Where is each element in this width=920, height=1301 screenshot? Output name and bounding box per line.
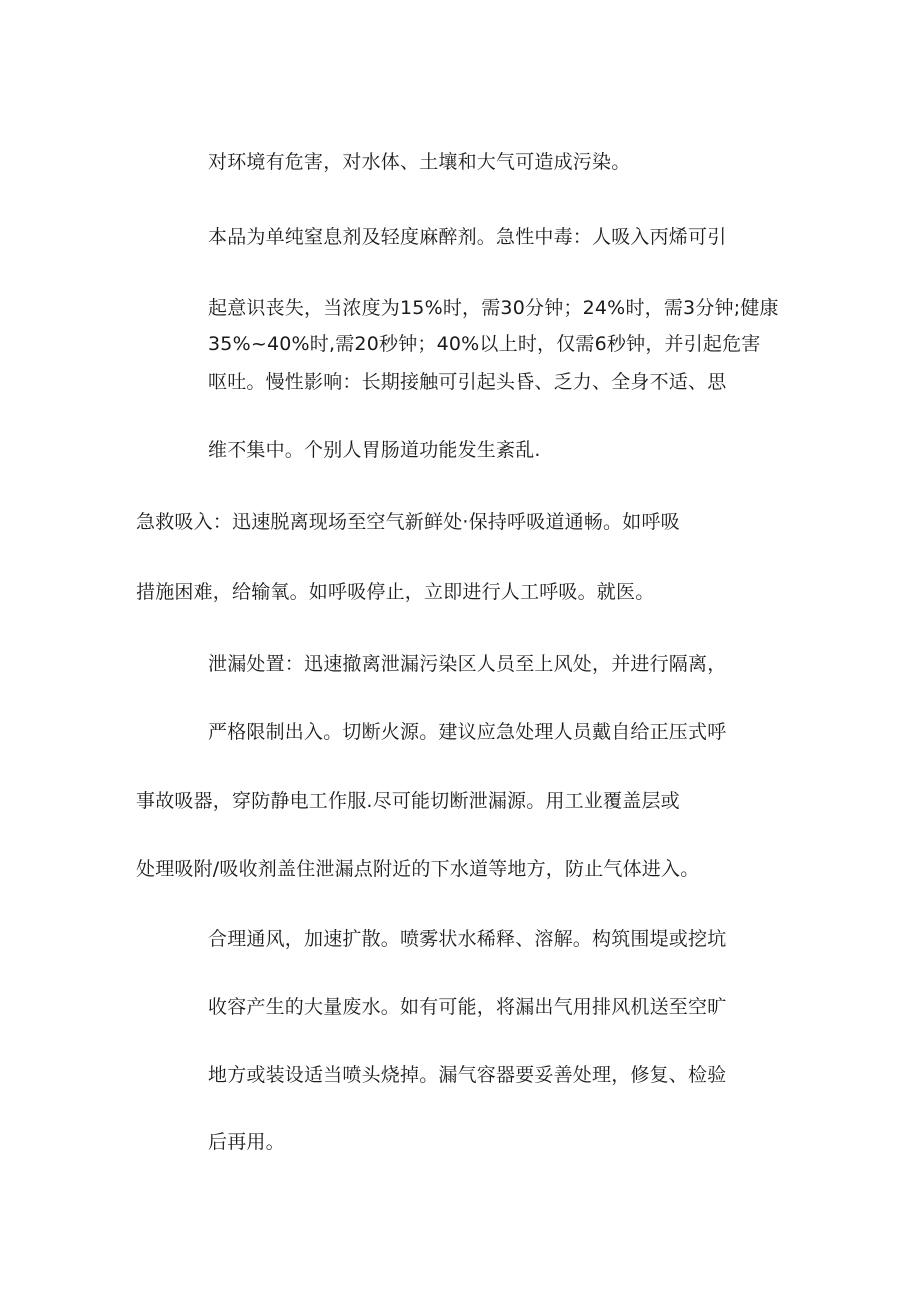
text-line: 合理通风，加速扩散。喷雾状水稀释、溶解。构筑围堤或挖坑 xyxy=(208,928,727,950)
text-line: 收容产生的大量废水。如有可能，将漏出气用排风机送至空旷 xyxy=(208,996,727,1018)
text-line: 起意识丧失，当浓度为15%时，需30分钟；24%时，需3分钟;健康 xyxy=(208,297,779,319)
text-line: 处理吸附/吸收剂盖住泄漏点附近的下水道等地方，防止气体进入。 xyxy=(136,858,700,880)
text-line: 地方或装设适当喷头烧掉。漏气容器要妥善处理，修复、检验 xyxy=(208,1064,727,1086)
text-line: 严格限制出入。切断火源。建议应急处理人员戴自给正压式呼 xyxy=(208,721,727,743)
text-line: 对环境有危害，对水体、土壤和大气可造成污染。 xyxy=(208,151,631,173)
text-line: 泄漏处置：迅速撤离泄漏污染区人员至上风处，并进行隔离， xyxy=(208,653,727,675)
text-line: 本品为单纯窒息剂及轻度麻醉剂。急性中毒：人吸入丙烯可引 xyxy=(208,226,727,248)
text-line: 35%~40%时,需20秒钟；40%以上时，仅需6秒钟，并引起危害 xyxy=(208,333,761,355)
text-line: 措施困难，给输氧。如呼吸停止，立即进行人工呼吸。就医。 xyxy=(136,581,655,603)
text-line: 急救吸入：迅速脱离现场至空气新鲜处·保持呼吸道通畅。如呼吸 xyxy=(136,511,680,533)
text-line: 后再用。 xyxy=(208,1131,285,1153)
text-line: 维不集中。个别人胃肠道功能发生紊乱. xyxy=(208,439,541,461)
text-line: 事故吸器，穿防静电工作服.尽可能切断泄漏源。用工业覆盖层或 xyxy=(136,790,680,812)
text-line: 呕吐。慢性影响：长期接触可引起头昏、乏力、全身不适、思 xyxy=(208,371,727,393)
